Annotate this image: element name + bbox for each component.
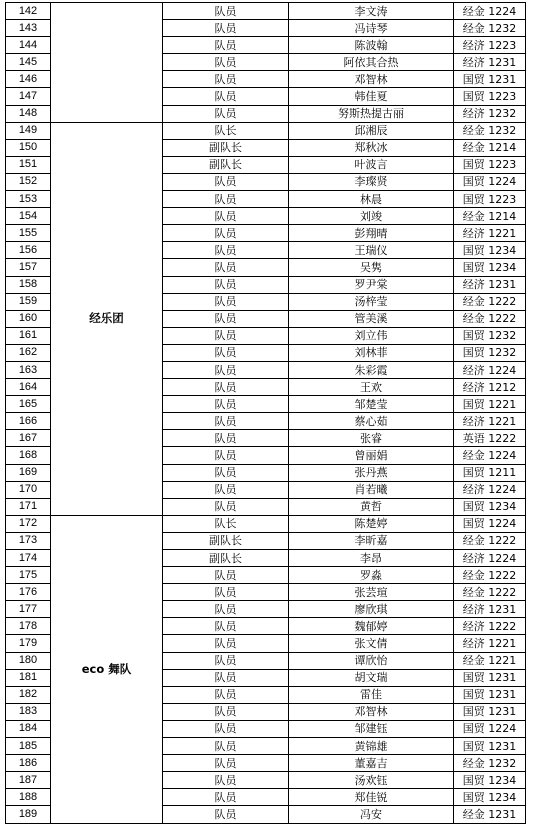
role-cell: 副队长 [163,532,289,549]
row-number-cell: 170 [6,481,51,498]
member-name-cell: 吴隽 [289,259,454,276]
member-name-cell: 李文涛 [289,3,454,20]
row-number-cell: 188 [6,789,51,806]
class-cell: 经金 1222 [454,293,526,310]
class-cell: 经济 1231 [454,54,526,71]
group-name-cell [51,515,163,823]
role-cell: 队员 [163,789,289,806]
class-cell: 经金 1214 [454,208,526,225]
group-name: 经乐团 [89,311,124,326]
role-cell: 队员 [163,54,289,71]
group-name: eco 舞队 [81,661,132,676]
role-cell: 队员 [163,396,289,413]
row-number-cell: 152 [6,173,51,190]
class-cell: 经济 1224 [454,481,526,498]
class-cell: 经金 1221 [454,652,526,669]
member-name-cell: 张丹燕 [289,464,454,481]
role-cell: 队员 [163,225,289,242]
member-name-cell: 王欢 [289,379,454,396]
role-cell: 队员 [163,567,289,584]
row-number-cell: 178 [6,618,51,635]
row-number-cell: 171 [6,498,51,515]
class-cell: 经金 1222 [454,567,526,584]
row-number-cell: 162 [6,344,51,361]
class-cell: 国贸 1223 [454,88,526,105]
role-cell: 队员 [163,37,289,54]
member-name-cell: 邓智林 [289,71,454,88]
row-number-cell: 147 [6,88,51,105]
member-name-cell: 陈波翰 [289,37,454,54]
row-number-cell: 181 [6,669,51,686]
row-number-cell: 169 [6,464,51,481]
class-cell: 国贸 1223 [454,156,526,173]
role-cell: 队员 [163,344,289,361]
row-number-cell: 155 [6,225,51,242]
class-cell: 国贸 1234 [454,789,526,806]
row-number-cell: 166 [6,413,51,430]
member-name-cell: 罗淼 [289,567,454,584]
class-cell: 国贸 1234 [454,772,526,789]
member-name-cell: 管美溪 [289,310,454,327]
member-name-cell: 蔡心茹 [289,413,454,430]
class-cell: 经金 1232 [454,20,526,37]
class-cell: 经济 1223 [454,37,526,54]
class-cell: 国贸 1224 [454,720,526,737]
class-cell: 经金 1222 [454,532,526,549]
member-name-cell: 努斯热提古丽 [289,105,454,122]
row-number-cell: 158 [6,276,51,293]
member-name-cell: 李璨贤 [289,173,454,190]
class-cell: 英语 1222 [454,430,526,447]
row-number-cell: 176 [6,584,51,601]
member-name-cell: 刘立伟 [289,327,454,344]
table-row [6,515,526,532]
class-cell: 经济 1231 [454,276,526,293]
role-cell: 队员 [163,105,289,122]
row-number-cell: 180 [6,652,51,669]
class-cell: 经济 1212 [454,379,526,396]
member-table-body [6,3,526,824]
member-name-cell: 张文倩 [289,635,454,652]
role-cell: 队员 [163,755,289,772]
member-name-cell: 阿依其合热 [289,54,454,71]
class-cell: 国贸 1223 [454,191,526,208]
role-cell: 队员 [163,464,289,481]
member-name-cell: 李昂 [289,550,454,567]
member-name-cell: 罗尹棠 [289,276,454,293]
row-number-cell: 167 [6,430,51,447]
member-name-cell: 廖欣琪 [289,601,454,618]
row-number-cell: 160 [6,310,51,327]
member-name-cell: 王瑞仪 [289,242,454,259]
role-cell: 队员 [163,601,289,618]
member-name-cell: 冯诗琴 [289,20,454,37]
role-cell: 队员 [163,293,289,310]
class-cell: 经济 1221 [454,225,526,242]
member-name-cell: 朱彩霞 [289,361,454,378]
class-cell: 国贸 1231 [454,669,526,686]
role-cell: 队员 [163,242,289,259]
class-cell: 国贸 1234 [454,242,526,259]
class-cell: 国贸 1234 [454,498,526,515]
member-name-cell: 陈楚婷 [289,515,454,532]
member-name-cell: 冯安 [289,806,454,823]
row-number-cell: 145 [6,54,51,71]
row-number-cell: 157 [6,259,51,276]
role-cell: 队员 [163,3,289,20]
row-number-cell: 156 [6,242,51,259]
role-cell: 队员 [163,738,289,755]
member-name-cell: 张睿 [289,430,454,447]
class-cell: 经济 1224 [454,550,526,567]
row-number-cell: 175 [6,567,51,584]
row-number-cell: 173 [6,532,51,549]
row-number-cell: 177 [6,601,51,618]
class-cell: 经金 1222 [454,310,526,327]
row-number-cell: 179 [6,635,51,652]
row-number-cell: 154 [6,208,51,225]
role-cell: 队员 [163,430,289,447]
member-name-cell: 邱湘辰 [289,122,454,139]
member-name-cell: 邹建钰 [289,720,454,737]
class-cell: 国贸 1231 [454,71,526,88]
member-name-cell: 林晨 [289,191,454,208]
role-cell: 队员 [163,720,289,737]
class-cell: 经金 1224 [454,447,526,464]
row-number-cell: 142 [6,3,51,20]
class-cell: 国贸 1211 [454,464,526,481]
member-name-cell: 刘竣 [289,208,454,225]
role-cell: 队员 [163,481,289,498]
row-number-cell: 144 [6,37,51,54]
class-cell: 经金 1231 [454,806,526,823]
row-number-cell: 186 [6,755,51,772]
member-name-cell: 韩佳夏 [289,88,454,105]
class-cell: 国贸 1224 [454,515,526,532]
table-row [6,122,526,139]
member-name-cell: 彭翔晴 [289,225,454,242]
class-cell: 经金 1214 [454,139,526,156]
class-cell: 国贸 1232 [454,327,526,344]
row-number-cell: 159 [6,293,51,310]
class-cell: 国贸 1231 [454,686,526,703]
role-cell: 队员 [163,327,289,344]
member-name-cell: 刘林菲 [289,344,454,361]
role-cell: 队员 [163,88,289,105]
role-cell: 队员 [163,703,289,720]
role-cell: 队员 [163,584,289,601]
class-cell: 经金 1224 [454,3,526,20]
member-name-cell: 邹楚莹 [289,396,454,413]
role-cell: 队员 [163,310,289,327]
row-number-cell: 150 [6,139,51,156]
table-row [6,3,526,20]
member-name-cell: 肖若曦 [289,481,454,498]
row-number-cell: 163 [6,361,51,378]
row-number-cell: 149 [6,122,51,139]
role-cell: 副队长 [163,156,289,173]
member-name-cell: 李昕嘉 [289,532,454,549]
row-number-cell: 143 [6,20,51,37]
row-number-cell: 168 [6,447,51,464]
member-name-cell: 曾丽娟 [289,447,454,464]
class-cell: 经济 1221 [454,635,526,652]
row-number-cell: 182 [6,686,51,703]
role-cell: 队员 [163,379,289,396]
role-cell: 队员 [163,20,289,37]
role-cell: 队长 [163,515,289,532]
class-cell: 国贸 1232 [454,344,526,361]
class-cell: 经济 1222 [454,618,526,635]
class-cell: 经济 1221 [454,413,526,430]
class-cell: 国贸 1224 [454,173,526,190]
role-cell: 队长 [163,122,289,139]
row-number-cell: 148 [6,105,51,122]
class-cell: 经金 1222 [454,584,526,601]
role-cell: 副队长 [163,550,289,567]
member-name-cell: 黄哲 [289,498,454,515]
class-cell: 经金 1232 [454,122,526,139]
role-cell: 队员 [163,276,289,293]
role-cell: 队员 [163,498,289,515]
class-cell: 国贸 1231 [454,738,526,755]
role-cell: 队员 [163,173,289,190]
row-number-cell: 151 [6,156,51,173]
row-number-cell: 185 [6,738,51,755]
role-cell: 队员 [163,686,289,703]
role-cell: 队员 [163,71,289,88]
class-cell: 经金 1232 [454,755,526,772]
row-number-cell: 146 [6,71,51,88]
row-number-cell: 174 [6,550,51,567]
member-name-cell: 谭欣怡 [289,652,454,669]
member-name-cell: 郑佳锐 [289,789,454,806]
role-cell: 队员 [163,635,289,652]
role-cell: 队员 [163,806,289,823]
role-cell: 队员 [163,413,289,430]
member-name-cell: 魏郁婷 [289,618,454,635]
member-name-cell: 张芸瑄 [289,584,454,601]
group-name-cell [51,3,163,123]
role-cell: 队员 [163,208,289,225]
member-name-cell: 雷佳 [289,686,454,703]
class-cell: 经济 1224 [454,361,526,378]
row-number-cell: 184 [6,720,51,737]
role-cell: 队员 [163,191,289,208]
class-cell: 国贸 1231 [454,703,526,720]
row-number-cell: 161 [6,327,51,344]
role-cell: 队员 [163,652,289,669]
member-name-cell: 胡文瑞 [289,669,454,686]
row-number-cell: 183 [6,703,51,720]
row-number-cell: 187 [6,772,51,789]
row-number-cell: 165 [6,396,51,413]
role-cell: 队员 [163,259,289,276]
role-cell: 队员 [163,669,289,686]
role-cell: 队员 [163,361,289,378]
member-name-cell: 叶波言 [289,156,454,173]
role-cell: 队员 [163,618,289,635]
class-cell: 国贸 1234 [454,259,526,276]
group-name-cell [51,122,163,515]
class-cell: 国贸 1221 [454,396,526,413]
member-name-cell: 董嘉吉 [289,755,454,772]
member-name-cell: 汤欢钰 [289,772,454,789]
role-cell: 副队长 [163,139,289,156]
row-number-cell: 172 [6,515,51,532]
member-table [5,2,526,824]
member-name-cell: 汤梓莹 [289,293,454,310]
member-name-cell: 黄锦雄 [289,738,454,755]
row-number-cell: 164 [6,379,51,396]
class-cell: 经济 1231 [454,601,526,618]
member-name-cell: 郑秋冰 [289,139,454,156]
row-number-cell: 189 [6,806,51,823]
member-name-cell: 邓智林 [289,703,454,720]
row-number-cell: 153 [6,191,51,208]
class-cell: 经济 1232 [454,105,526,122]
role-cell: 队员 [163,447,289,464]
role-cell: 队员 [163,772,289,789]
